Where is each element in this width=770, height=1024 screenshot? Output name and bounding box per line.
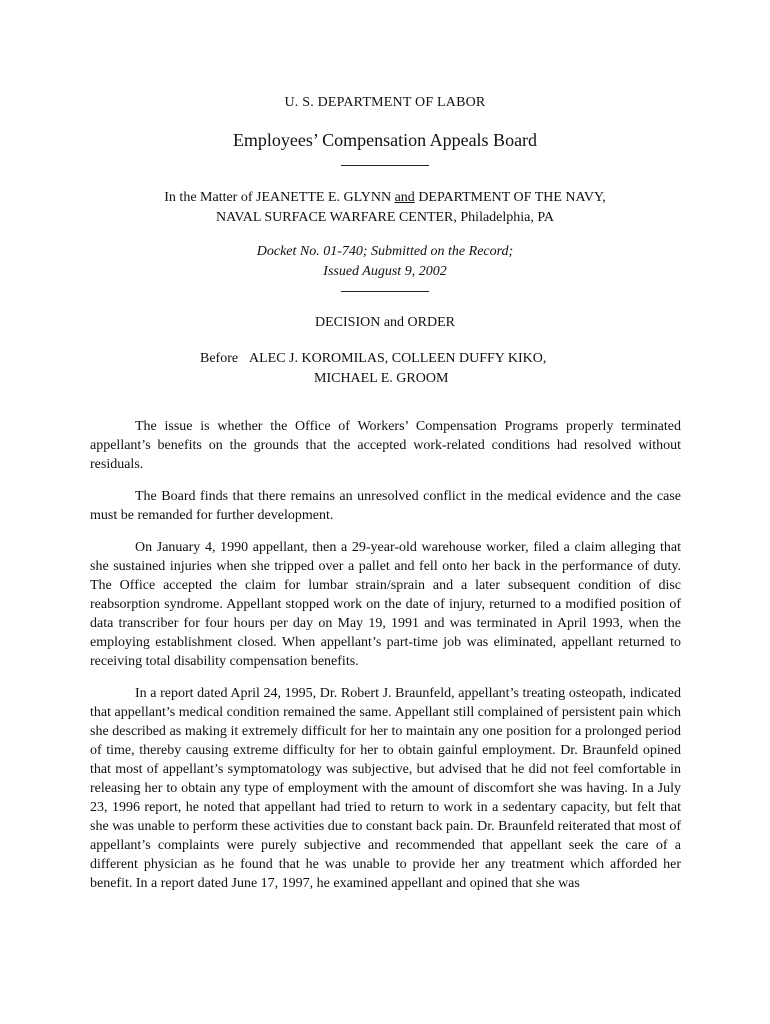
department-heading: U. S. DEPARTMENT OF LABOR: [284, 95, 486, 110]
before-label: Before: [200, 351, 239, 366]
matter-caption: [0, 188, 770, 228]
decision-body: [90, 417, 681, 906]
divider-line: [341, 291, 429, 292]
matter-line1-prefix: In the Matter of JEANETTE E. GLYNN: [164, 190, 395, 205]
paragraph-medical-report: In a report dated April 24, 1995, Dr. Robert J. Braunfeld, appellant’s treating osteopath, indicated that appellant’s medical condition remained the same. Appellant still complained of persistent pain which she described as making it extremely difficult for her to maintain any one position for a prolonged period of time, thereby causing extreme difficulty for her to obtain gainful employment. Dr. Braunfeld opined that most of appellant’s symptomatology was subjective, but advised that he did not feel comfortable in releasing her to obtain any type of employment with the amount of discomfort she was having. In a July 23, 1996 report, he noted that appellant had tried to return to work in a sedentary capacity, but felt that she was unable to perform these activities due to constant back pain. Dr. Braunfeld reiterated that most of appellant’s complaints were purely subjective and recommended that appellant seek the care of a different physician as he found that he was unable to provide her any treatment which afforded her benefit. In a report dated June 17, 1997, he examined appellant and opined that she was: [90, 686, 681, 891]
divider-line: [341, 165, 429, 166]
matter-line2: NAVAL SURFACE WARFARE CENTER, Philadelphia, PA: [216, 210, 554, 225]
matter-line1-suffix: DEPARTMENT OF THE NAVY,: [414, 190, 606, 205]
board-title: Employees’ Compensation Appeals Board: [232, 130, 538, 150]
decision-title: DECISION and ORDER: [315, 315, 455, 330]
judges-line1: ALEC J. KOROMILAS, COLLEEN DUFFY KIKO,: [249, 351, 547, 366]
docket-info: [0, 242, 770, 282]
paragraph-finding: The Board finds that there remains an unresolved conflict in the medical evidence and the case must be remanded for further development.: [90, 489, 681, 523]
judges-line2: MICHAEL E. GROOM: [314, 371, 449, 386]
docket-line1: Docket No. 01-740; Submitted on the Record;: [256, 244, 514, 259]
matter-and: and: [394, 190, 415, 205]
paragraph-issue: The issue is whether the Office of Workers’ Compensation Programs properly terminated appellant’s benefits on the grounds that the accepted work-related conditions had resolved without residuals.: [90, 419, 681, 472]
docket-line2: Issued August 9, 2002: [323, 264, 447, 279]
paragraph-background: On January 4, 1990 appellant, then a 29-year-old warehouse worker, filed a claim alleging that she sustained injuries when she tripped over a pallet and fell onto her back in the performance of duty. The Office accepted the claim for lumbar strain/sprain and a later subsequent condition of disc reabsorption syndrome. Appellant stopped work on the date of injury, returned to a modified position of data transcriber for four hours per day on May 19, 1991 and was terminated in April 1993, when the employing establishment closed. When appellant’s part-time job was eliminated, appellant returned to receiving total disability compensation benefits.: [90, 540, 681, 669]
